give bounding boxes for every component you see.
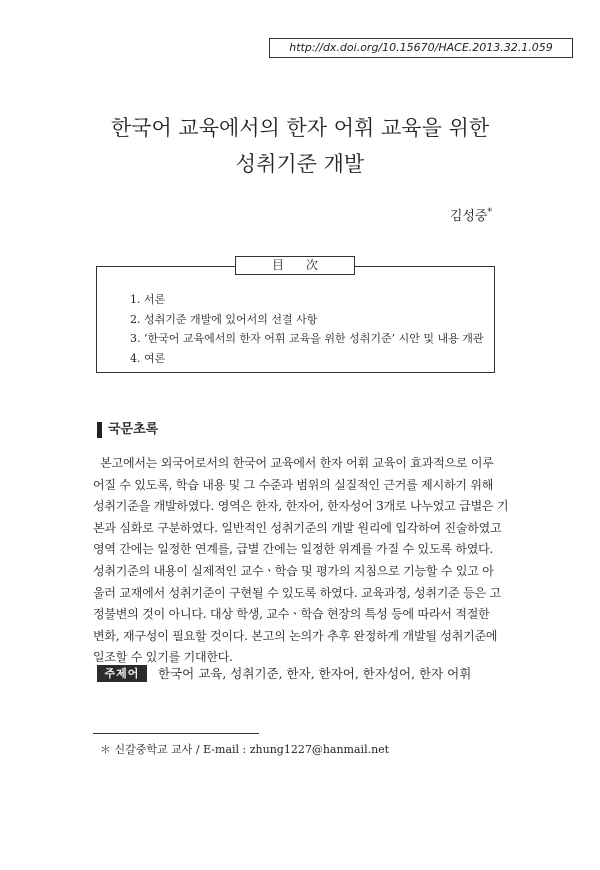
toc-item: 3. ‘한국어 교육에서의 한자 어휘 교육을 위한 성취기준’ 시안 및 내용 개관 (130, 332, 484, 345)
paper-title-line-2: 성취기준 개발 (235, 152, 365, 176)
author-footnote-mark: * (487, 207, 492, 218)
abstract-heading: 국문초록 (97, 422, 158, 438)
footnote-divider (93, 733, 259, 734)
abstract-body (93, 453, 509, 669)
abstract-line: 정불변의 것이 아니다. 대상 학생, 교수ㆍ학습 현장의 특성 등에 따라서 적절한 (93, 607, 490, 622)
abstract-line: 본고에서는 외국어로서의 한국어 교육에서 한자 어휘 교육이 효과적으로 이루 (93, 456, 494, 470)
abstract-line: 어질 수 있도록, 학습 내용 및 그 수준과 범위의 실질적인 근거를 제시하기 위해 (93, 477, 494, 492)
keywords-text: 한국어 교육, 성취기준, 한자, 한자어, 한자성어, 한자 어휘 (158, 666, 472, 681)
abstract-line: 성취기준을 개발하였다. 영역은 한자, 한자어, 한자성어 3개로 나누었고 급별은 기 (93, 499, 509, 514)
paper-title-line-1: 한국어 교육에서의 한자 어휘 교육을 위한 (110, 116, 490, 140)
doi-link[interactable]: http://dx.doi.org/10.15670/HACE.2013.32.1.059 (269, 38, 573, 58)
toc-list (130, 290, 483, 368)
author (450, 205, 492, 224)
abstract-line: 영역 간에는 일정한 연계를, 급별 간에는 일정한 위계를 가질 수 있도록 하였다. (93, 542, 494, 557)
abstract-line: 성취기준의 내용이 실제적인 교수ㆍ학습 및 평가의 지침으로 기능할 수 있고 아 (93, 563, 494, 578)
toc-item: 1. 서론 (130, 293, 166, 306)
toc-heading: 目次 (235, 256, 355, 275)
abstract-line: 변화, 재구성이 필요할 것이다. 본고의 논의가 추후 완정하게 개발될 성취기준에 (93, 628, 498, 643)
abstract-line: 일조할 수 있기를 기대한다. (93, 650, 233, 665)
toc-item: 4. 여론 (130, 351, 166, 365)
keywords-label: 주제어 (97, 665, 147, 682)
author-footnote: ＊ 신갈중학교 교사 / E-mail : zhung1227@hanmail.net (100, 743, 390, 756)
author-name: 김성중 (449, 209, 488, 224)
abstract-line: 본과 심화로 구분하였다. 일반적인 성취기준의 개발 원리에 입각하여 진술하였고 (93, 520, 502, 535)
toc-item: 2. 성취기준 개발에 있어서의 선결 사항 (130, 312, 318, 326)
abstract-line: 울러 교재에서 성취기준이 구현될 수 있도록 하였다. 교육과정, 성취기준 등은 고 (93, 585, 501, 600)
